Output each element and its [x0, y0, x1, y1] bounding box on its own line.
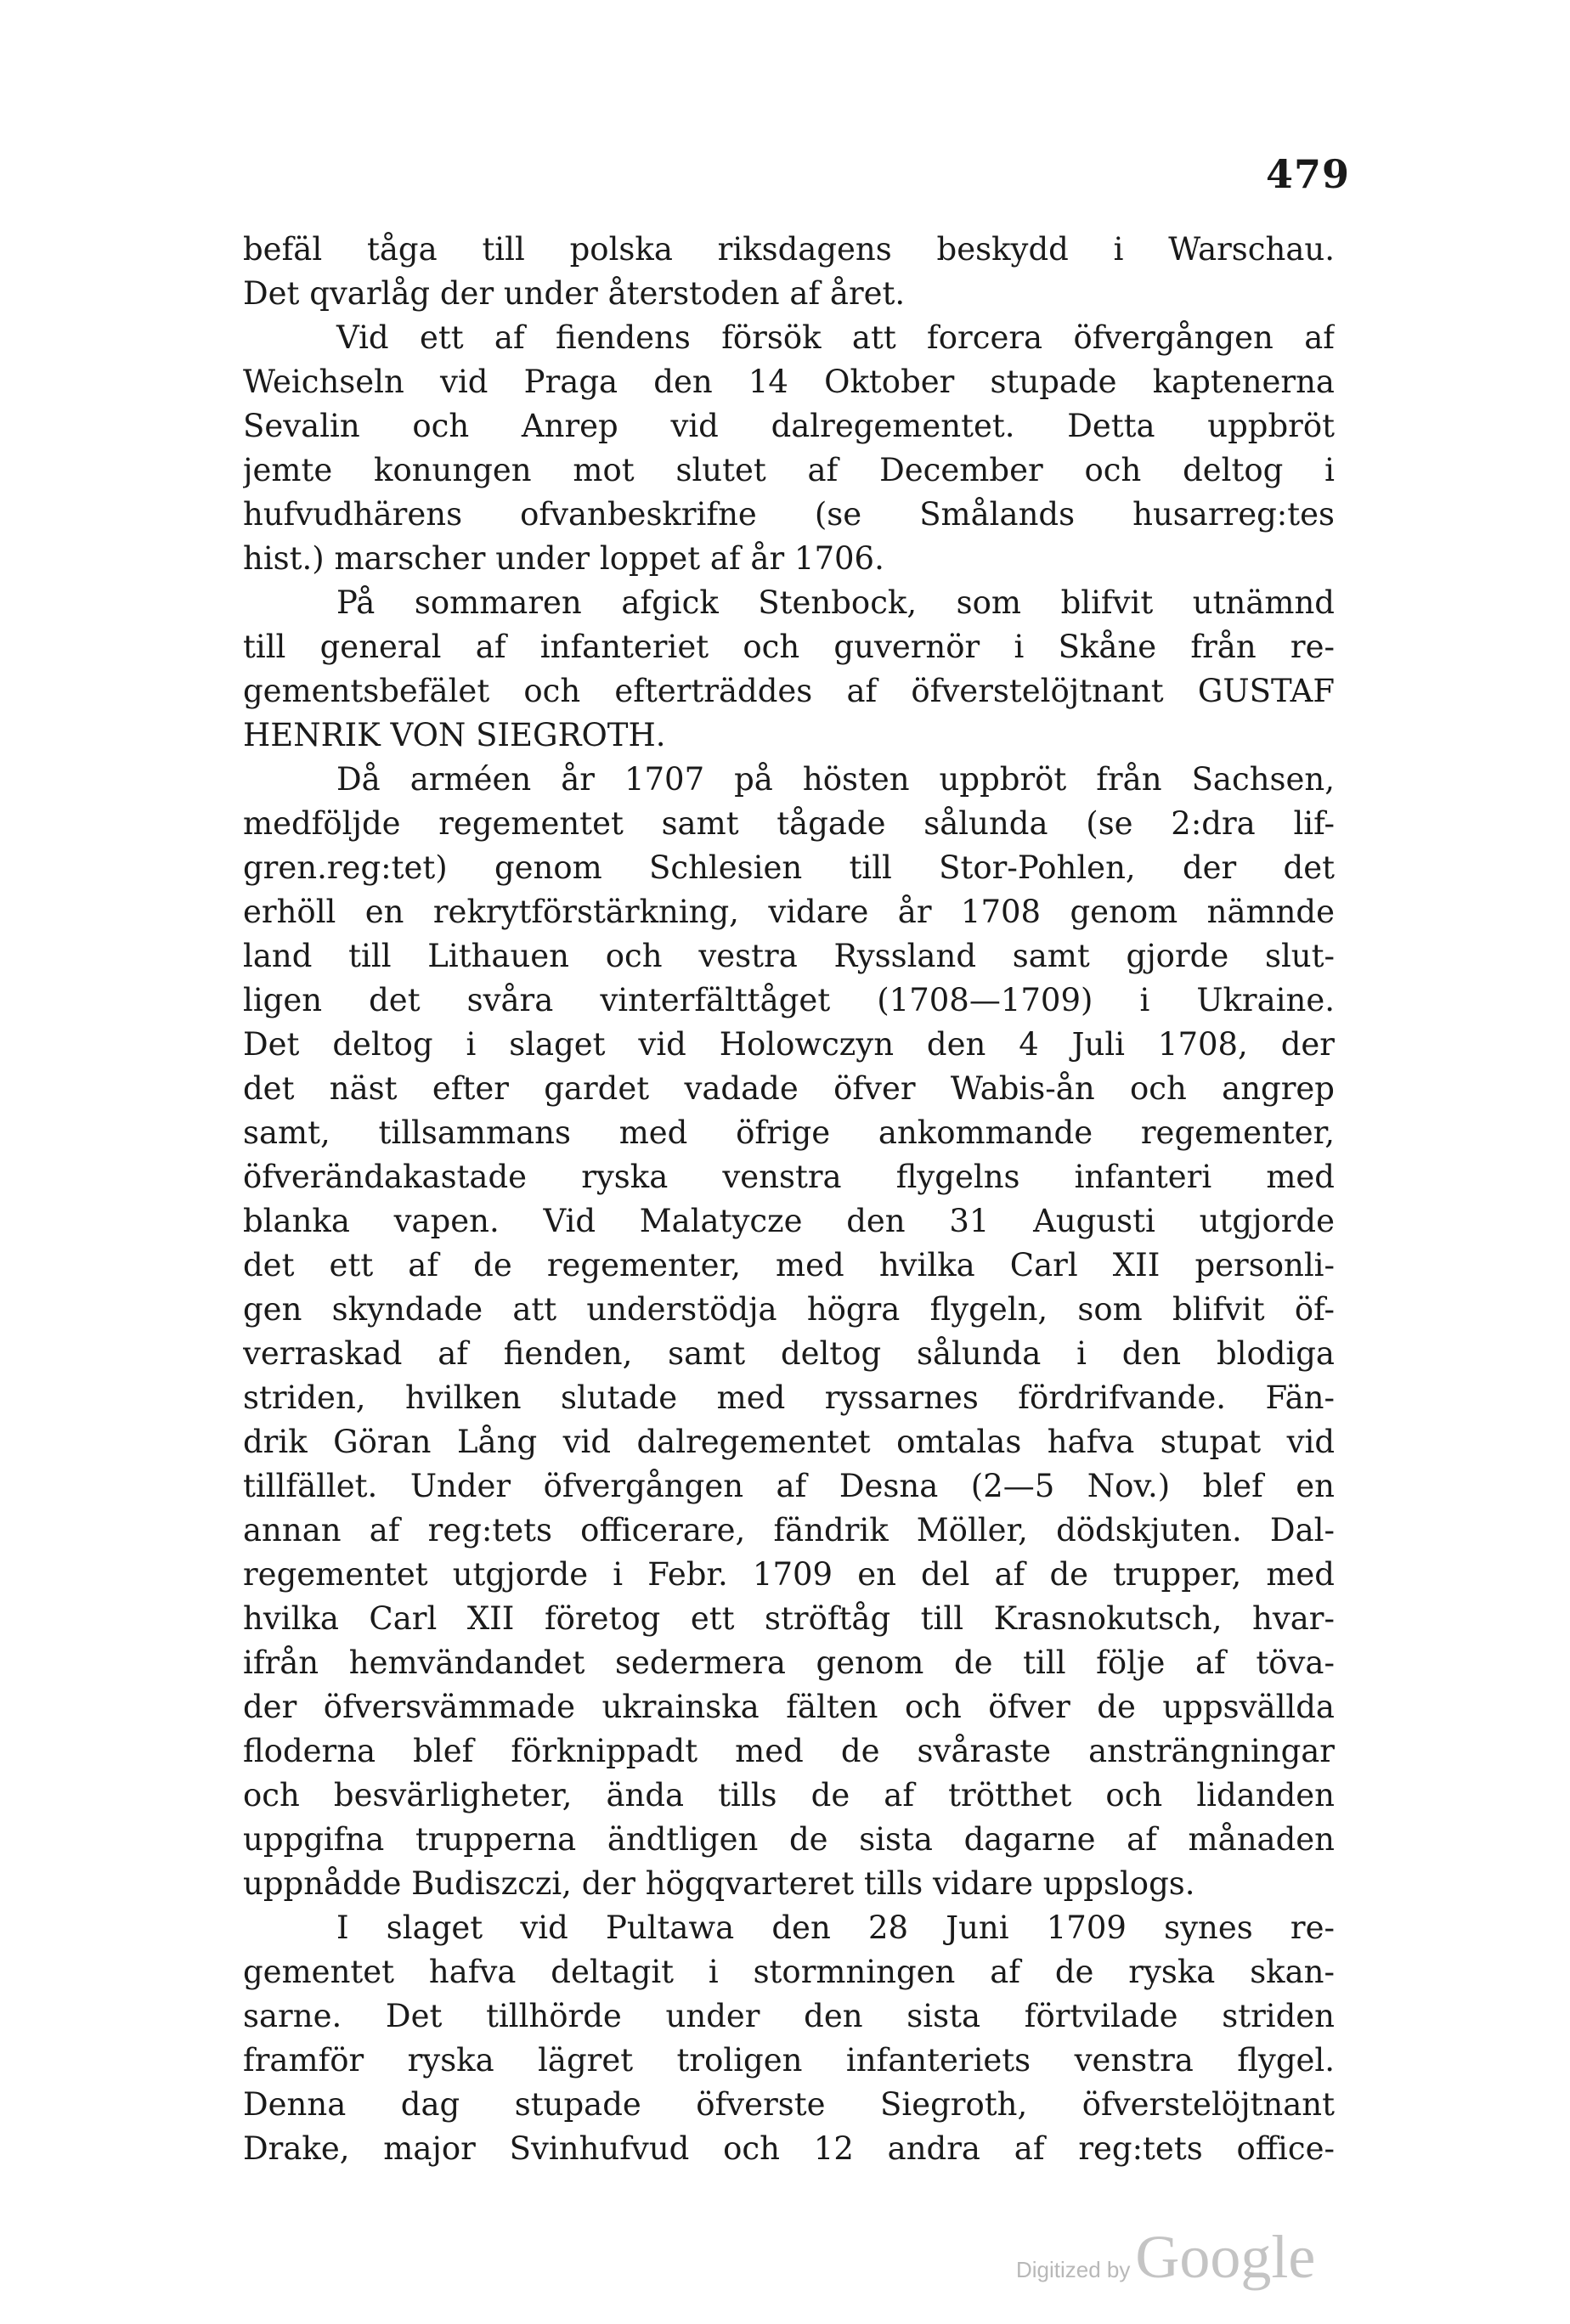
- text-line: och besvärligheter, ända tills de af trötthet och lidanden: [243, 1777, 1335, 1814]
- text-line: gementsbefälet och efterträddes af öfverstelöjtnant GUSTAF: [243, 673, 1335, 709]
- text-line: framför ryska lägret troligen infanteriets venstra flygel.: [243, 2042, 1335, 2079]
- text-line: jemte konungen mot slutet af December och deltog i: [243, 452, 1335, 488]
- text-line: gementet hafva deltagit i stormningen af de ryska skan-: [243, 1954, 1335, 1990]
- text-line: hist.) marscher under loppet af år 1706.: [243, 540, 884, 577]
- text-line: erhöll en rekrytförstärkning, vidare år 1708 genom nämnde: [243, 894, 1335, 930]
- google-logo: Google: [1135, 2223, 1316, 2291]
- text-line: medföljde regementet samt tågade sålunda (se 2:dra lif-: [243, 805, 1335, 842]
- text-line: det näst efter gardet vadade öfver Wabis-ån och angrep: [243, 1070, 1335, 1107]
- page-number: 479: [1266, 151, 1351, 197]
- text-line: Då arméen år 1707 på hösten uppbröt från Sachsen,: [336, 761, 1335, 798]
- text-line: HENRIK VON SIEGROTH.: [243, 717, 666, 753]
- text-line: annan af reg:tets officerare, fändrik Möller, dödskjuten. Dal-: [243, 1512, 1335, 1548]
- text-line: hufvudhärens ofvanbeskrifne (se Smålands husarreg:tes: [243, 496, 1335, 533]
- text-line: Sevalin och Anrep vid dalregementet. Detta uppbröt: [243, 408, 1335, 444]
- text-line: I slaget vid Pultawa den 28 Juni 1709 synes re-: [336, 1909, 1335, 1946]
- text-line: ligen det svåra vinterfälttåget (1708—1709) i Ukraine.: [243, 982, 1335, 1018]
- text-line: tillfället. Under öfvergången af Desna (2—5 Nov.) blef en: [243, 1468, 1335, 1504]
- text-line: samt, tillsammans med öfrige ankommande regementer,: [243, 1114, 1335, 1151]
- text-line: det ett af de regementer, med hvilka Carl XII personli-: [243, 1247, 1335, 1283]
- text-line: hvilka Carl XII företog ett ströftåg till Krasnokutsch, hvar-: [243, 1600, 1335, 1637]
- text-line: Weichseln vid Praga den 14 Oktober stupade kaptenerna: [243, 364, 1335, 400]
- text-line: Vid ett af fiendens försök att forcera öfvergången af: [336, 319, 1335, 356]
- text-line: der öfversvämmade ukrainska fälten och öfver de uppsvällda: [243, 1689, 1335, 1725]
- text-line: uppgifna trupperna ändtligen de sista dagarne af månaden: [243, 1821, 1335, 1858]
- digitized-watermark: [1016, 2222, 1315, 2293]
- text-line: ifrån hemvändandet sedermera genom de till följe af töva-: [243, 1644, 1335, 1681]
- text-line: blanka vapen. Vid Malatycze den 31 Augusti utgjorde: [243, 1203, 1335, 1239]
- text-line: drik Göran Lång vid dalregementet omtalas hafva stupat vid: [243, 1424, 1335, 1460]
- text-line: striden, hvilken slutade med ryssarnes fördrifvande. Fän-: [243, 1379, 1335, 1416]
- text-line: floderna blef förknippadt med de svåraste ansträngningar: [243, 1733, 1335, 1769]
- text-line: gen skyndade att understödja högra flygeln, som blifvit öf-: [243, 1291, 1335, 1328]
- text-line: öfverändakastade ryska venstra flygelns infanteri med: [243, 1159, 1335, 1195]
- body-text: [243, 228, 1335, 2171]
- text-line: Drake, major Svinhufvud och 12 andra af reg:tets office-: [243, 2130, 1335, 2167]
- text-line: till general af infanteriet och guvernör i Skåne från re-: [243, 629, 1335, 665]
- text-line: land till Lithauen och vestra Ryssland samt gjorde slut-: [243, 938, 1335, 974]
- text-line: På sommaren afgick Stenbock, som blifvit utnämnd: [336, 584, 1335, 621]
- watermark-prefix: Digitized by: [1016, 2257, 1131, 2282]
- text-line: verraskad af fienden, samt deltog sålunda i den blodiga: [243, 1335, 1335, 1372]
- text-line: Denna dag stupade öfverste Siegroth, öfverstelöjtnant: [243, 2086, 1335, 2123]
- text-line: uppnådde Budiszczi, der högqvarteret tills vidare uppslogs.: [243, 1865, 1195, 1902]
- text-line: gren.reg:tet) genom Schlesien till Stor-Pohlen, der det: [243, 849, 1335, 886]
- text-line: befäl tåga till polska riksdagens beskydd i Warschau.: [243, 231, 1335, 268]
- text-line: Det deltog i slaget vid Holowczyn den 4 Juli 1708, der: [243, 1026, 1335, 1063]
- text-line: regementet utgjorde i Febr. 1709 en del af de trupper, med: [243, 1556, 1335, 1593]
- text-line: Det qvarlåg der under återstoden af året.: [243, 275, 906, 312]
- text-line: sarne. Det tillhörde under den sista förtvilade striden: [243, 1998, 1335, 2034]
